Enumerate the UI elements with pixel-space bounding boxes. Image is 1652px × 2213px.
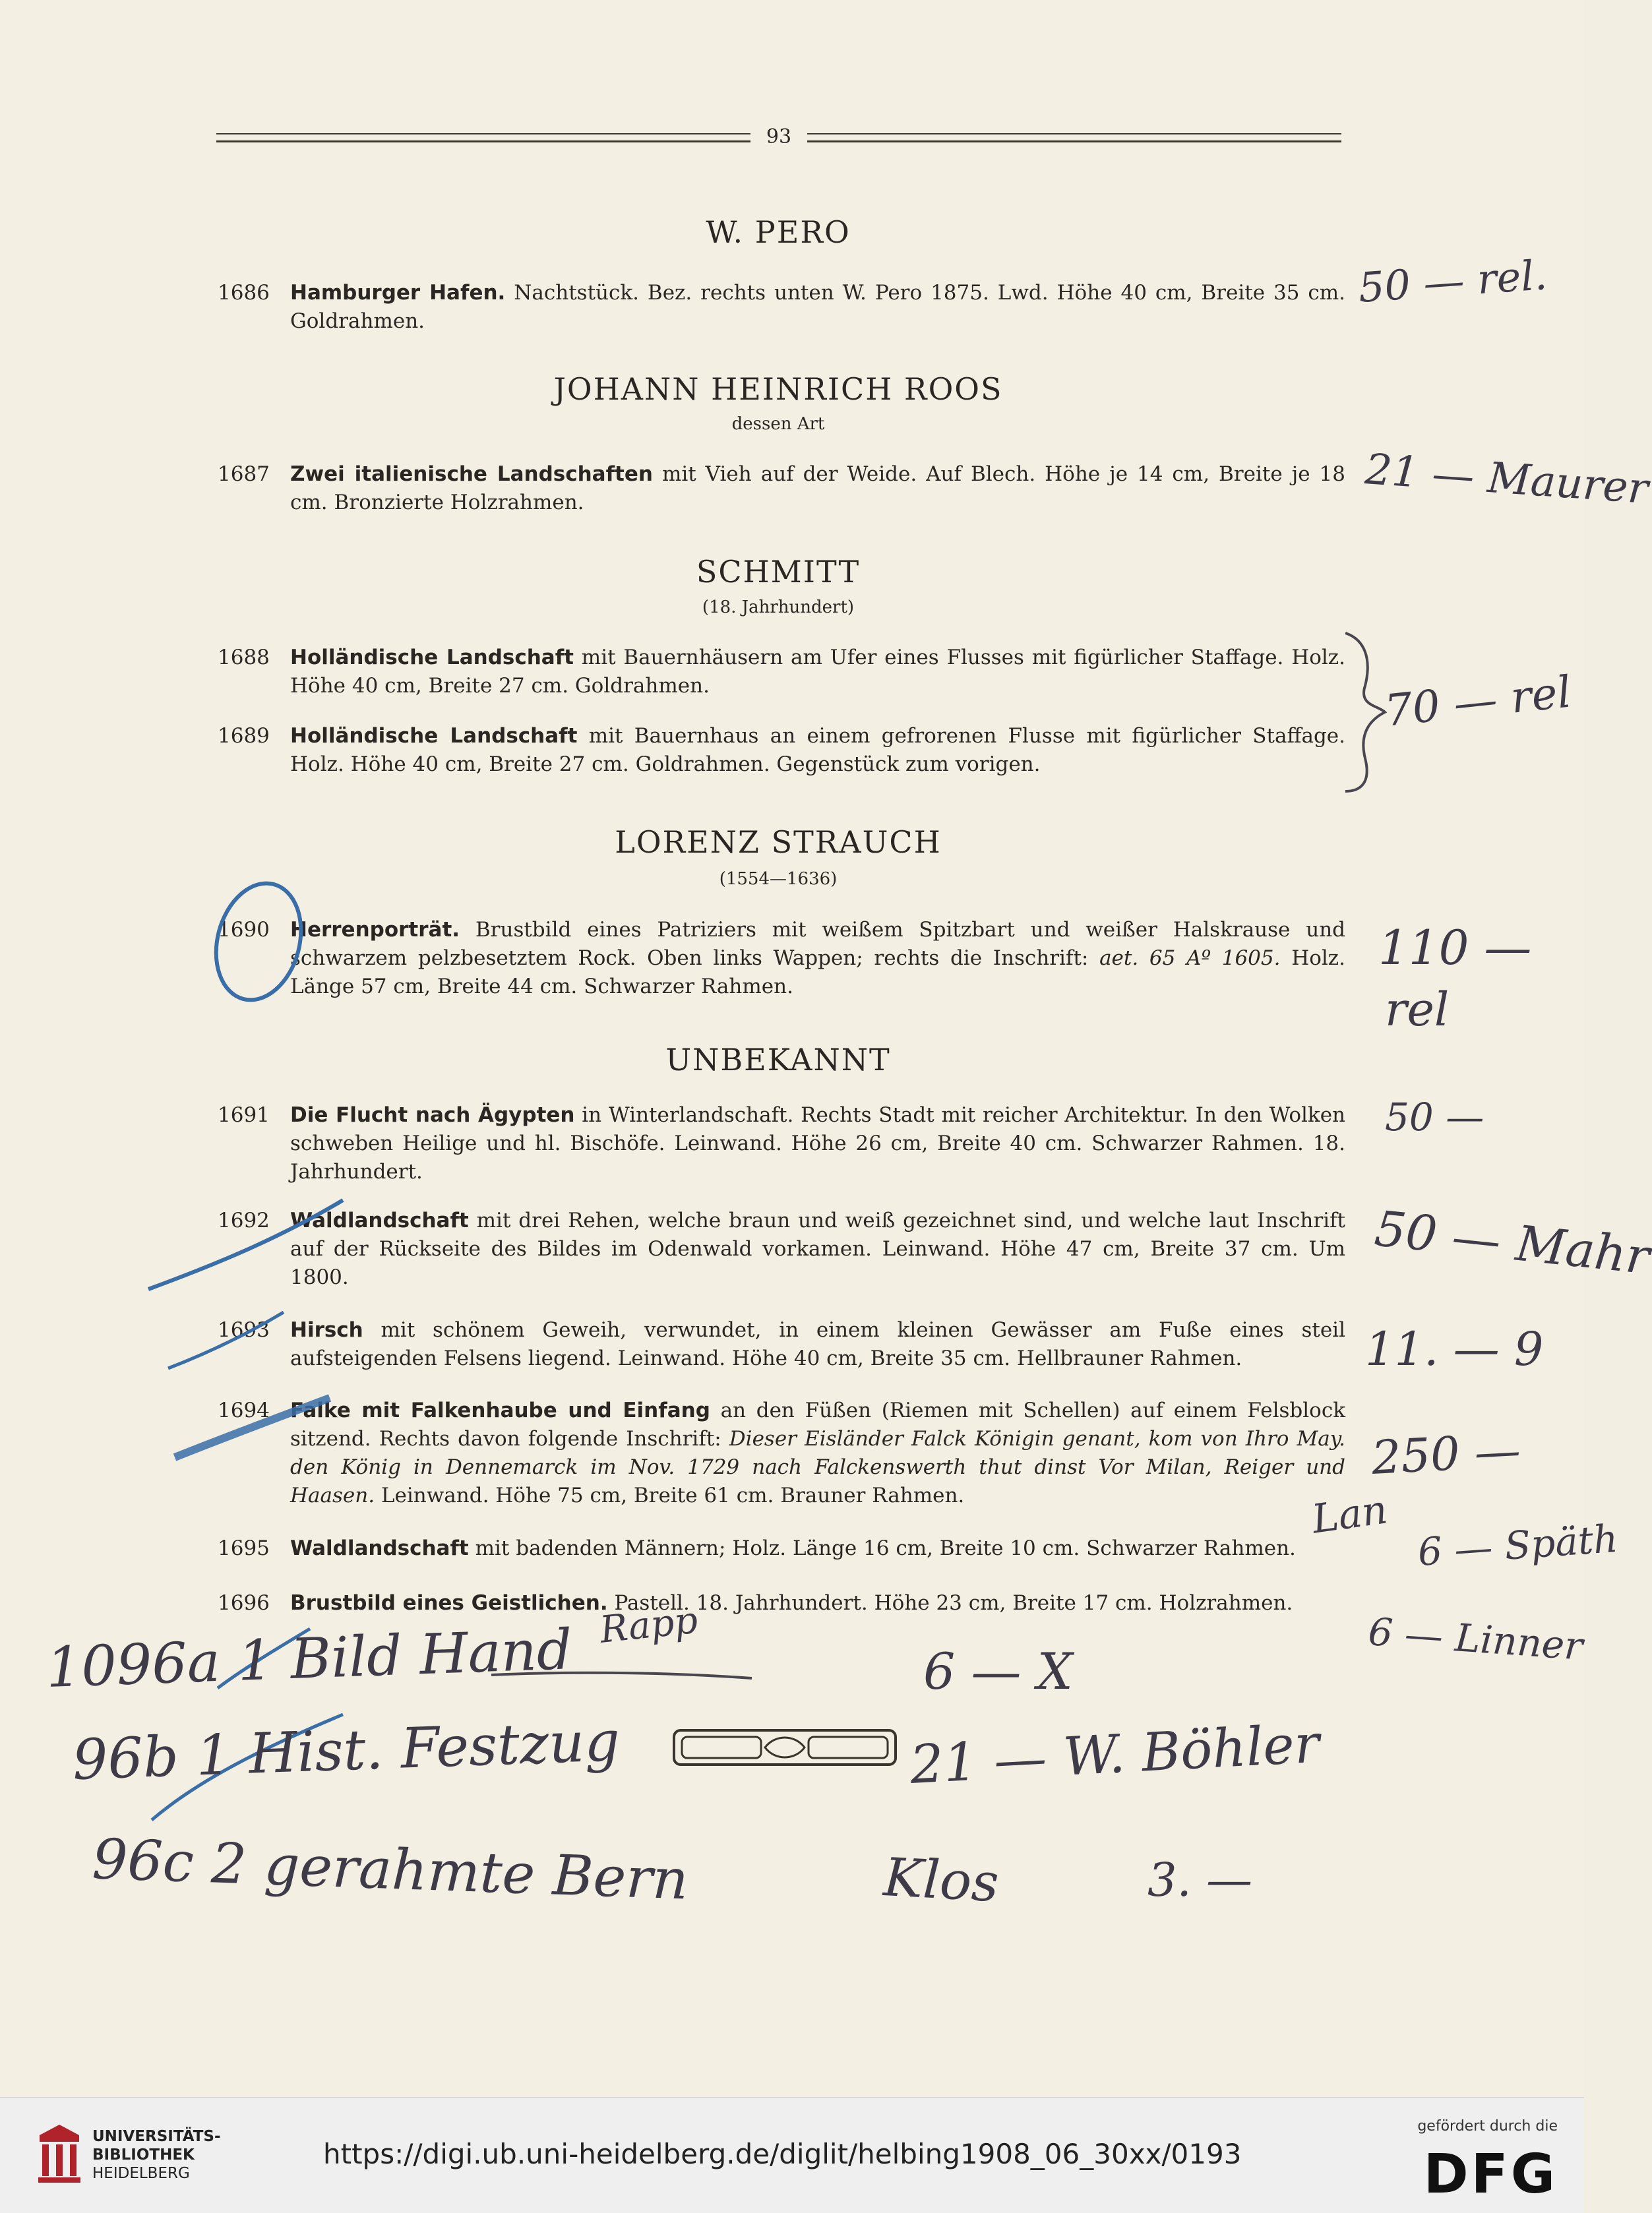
heading-roos: JOHANN HEINRICH ROOS bbox=[553, 371, 1003, 407]
lot-title: Zwei italienische Landschaften bbox=[290, 462, 653, 486]
lot-number: 1690 bbox=[218, 918, 270, 942]
lot-1687 bbox=[218, 460, 1345, 517]
lot-title: Waldlandschaft bbox=[290, 1536, 469, 1560]
lot-title: Holländische Landschaft bbox=[290, 646, 574, 669]
lot-number: 1686 bbox=[218, 281, 270, 305]
note-1687: 21 — Maurer bbox=[1363, 445, 1650, 514]
lot-number: 1691 bbox=[218, 1103, 270, 1127]
note-line-1096a-right: 6 — X bbox=[923, 1642, 1073, 1701]
lot-number: 1687 bbox=[218, 462, 270, 486]
lot-description: mit Vieh auf der Weide. Auf Blech. Höhe je 14 cm, Breite je 18 cm. Bronzierte Holzrahmen. bbox=[290, 462, 1346, 514]
lot-title: Hamburger Hafen. bbox=[290, 281, 506, 305]
ornament-divider bbox=[673, 1728, 897, 1767]
note-1690-price: 110 — bbox=[1378, 920, 1532, 975]
lot-number: 1689 bbox=[218, 724, 270, 748]
lot-description-end: Holz. Länge 57 cm, Breite 44 cm. Schwarzer Rahmen. bbox=[290, 946, 1345, 998]
lot-number: 1692 bbox=[218, 1209, 270, 1232]
note-1695-a: Lan bbox=[1309, 1486, 1391, 1543]
lot-inscription: aet. 65 Aº 1605. bbox=[1099, 946, 1281, 970]
note-line-1096a: 1096a 1 Bild Hand bbox=[45, 1617, 574, 1700]
library-logo[interactable] bbox=[33, 2114, 224, 2193]
lot-number: 1693 bbox=[218, 1318, 270, 1342]
lot-title: Herrenporträt. bbox=[290, 918, 460, 942]
note-line-96b: 96b 1 Hist. Festzug bbox=[71, 1709, 621, 1792]
brace-mark bbox=[1345, 633, 1385, 791]
page-number: 93 bbox=[766, 125, 792, 148]
lot-title: Waldlandschaft bbox=[290, 1209, 469, 1232]
note-line-96c: 96c 2 gerahmte Bern bbox=[91, 1827, 690, 1912]
lot-1696 bbox=[218, 1589, 1345, 1618]
header-rule-right bbox=[807, 133, 1341, 142]
lot-1688 bbox=[218, 644, 1345, 700]
lot-title: Die Flucht nach Ägypten bbox=[290, 1103, 575, 1127]
lot-1695 bbox=[218, 1534, 1345, 1563]
lot-number: 1688 bbox=[218, 646, 270, 669]
lot-1689 bbox=[218, 722, 1345, 779]
lot-description: an den Füßen (Riemen mit Schellen) auf einem Felsblock sitzend. Rechts davon folgende Inschrift: bbox=[290, 1399, 1345, 1451]
note-rapp: Rapp bbox=[597, 1598, 700, 1652]
lot-description: Pastell. 18. Jahrhundert. Höhe 23 cm, Breite 17 cm. Holzrahmen. bbox=[607, 1591, 1293, 1615]
lot-inscription: Dieser Eisländer Falck Königin genant, kom von Ihro May. den König in Dennemarck im Nov. 1729 nach Falckenswerth thut dinst Vor Milan, Reiger und Haasen. bbox=[290, 1427, 1345, 1507]
lot-description: mit schönem Geweih, verwundet, in einem kleinen Gewässer am Fuße eines steil aufsteigenden Felsens liegend. Leinwand. Höhe 40 cm, Breite 35 cm. Hellbrauner Rahmen. bbox=[290, 1318, 1345, 1370]
note-1690-buyer: rel bbox=[1385, 983, 1450, 1037]
lot-1690 bbox=[218, 916, 1345, 1001]
lot-description: mit Bauernhaus an einem gefrorenen Flusse mit figürlicher Staffage. Holz. Höhe 40 cm, Breite 27 cm. Goldrahmen. Gegenstück zum vorigen. bbox=[290, 724, 1345, 776]
library-name-line-1: UNIVERSITÄTS- bbox=[92, 2128, 221, 2145]
lot-description: Brustbild eines Patriziers mit weißem Spitzbart und weißer Halskrause und schwarzem pelzbesetztem Rock. Oben links Wappen; rechts die Inschrift: bbox=[290, 918, 1345, 970]
lot-description: mit drei Rehen, welche braun und weiß gezeichnet sind, und welche laut Inschrift auf der Rückseite des Bildes im Odenwald vorkamen. Leinwand. Höhe 47 cm, Breite 37 cm. Um 1800. bbox=[290, 1209, 1345, 1289]
permalink-url[interactable]: https://digi.ub.uni-heidelberg.de/diglit/helbing1908_06_30xx/0193 bbox=[323, 2138, 1242, 2170]
library-name-line-2: BIBLIOTHEK bbox=[92, 2146, 195, 2164]
lot-title: Brustbild eines Geistlichen. bbox=[290, 1591, 608, 1615]
note-1693: 11. — 9 bbox=[1365, 1322, 1544, 1376]
note-1692: 50 — Mahr bbox=[1372, 1200, 1652, 1286]
subheading-schmitt: (18. Jahrhundert) bbox=[702, 597, 855, 617]
lot-number: 1694 bbox=[218, 1399, 270, 1422]
sponsor-label: gefördert durch die bbox=[1417, 2118, 1558, 2135]
heading-unbekannt: UNBEKANNT bbox=[665, 1042, 891, 1077]
lot-title: Hirsch bbox=[290, 1318, 363, 1342]
library-name-line-3: HEIDELBERG bbox=[92, 2165, 190, 2182]
note-line-96c-right: 3. — bbox=[1147, 1853, 1253, 1907]
subheading-roos: dessen Art bbox=[731, 414, 825, 434]
note-1695: 6 — Späth bbox=[1416, 1515, 1620, 1575]
lot-1692 bbox=[218, 1207, 1345, 1292]
note-line-96b-right: 21 — W. Böhler bbox=[908, 1713, 1321, 1796]
note-1696: 6 — Linner bbox=[1366, 1609, 1585, 1669]
note-1694: 250 — bbox=[1370, 1423, 1522, 1485]
running-header bbox=[216, 125, 1341, 152]
header-rule-left bbox=[216, 133, 750, 142]
lot-1686 bbox=[218, 279, 1345, 336]
lot-description-end: Leinwand. Höhe 75 cm, Breite 61 cm. Brauner Rahmen. bbox=[375, 1484, 965, 1507]
note-1691: 50 — bbox=[1385, 1095, 1484, 1139]
lot-1691 bbox=[218, 1101, 1345, 1186]
lot-description: mit badenden Männern; Holz. Länge 16 cm, Breite 10 cm. Schwarzer Rahmen. bbox=[468, 1536, 1296, 1560]
lot-title: Holländische Landschaft bbox=[290, 724, 578, 748]
lot-number: 1696 bbox=[218, 1591, 270, 1615]
lot-number: 1695 bbox=[218, 1536, 270, 1560]
note-1688: 70 — rel bbox=[1382, 666, 1574, 737]
lot-1693 bbox=[218, 1316, 1345, 1373]
viewer-footer bbox=[0, 2097, 1584, 2213]
lot-title: Falke mit Falkenhaube und Einfang bbox=[290, 1399, 710, 1422]
heading-pero: W. PERO bbox=[706, 214, 851, 250]
note-1686: 50 — rel. bbox=[1357, 251, 1549, 312]
note-line-96c-mid: Klos bbox=[882, 1846, 1000, 1914]
library-emblem-icon bbox=[33, 2122, 86, 2185]
dfg-logo[interactable]: DFG bbox=[1423, 2143, 1558, 2206]
subheading-strauch: (1554—1636) bbox=[719, 869, 838, 889]
lot-1694 bbox=[218, 1397, 1345, 1510]
lot-description: Nachtstück. Bez. rechts unten W. Pero 1875. Lwd. Höhe 40 cm, Breite 35 cm. Goldrahmen. bbox=[290, 281, 1346, 333]
lot-description: in Winterlandschaft. Rechts Stadt mit reicher Architektur. In den Wolken schweben Heilige und hl. Bischöfe. Leinwand. Höhe 26 cm, Breite 40 cm. Schwarzer Rahmen. 18. Jahrhundert. bbox=[290, 1103, 1345, 1184]
heading-strauch: LORENZ STRAUCH bbox=[615, 824, 942, 860]
lot-description: mit Bauernhäusern am Ufer eines Flusses mit figürlicher Staffage. Holz. Höhe 40 cm, Breite 27 cm. Goldrahmen. bbox=[290, 646, 1345, 698]
heading-schmitt: SCHMITT bbox=[696, 554, 861, 590]
